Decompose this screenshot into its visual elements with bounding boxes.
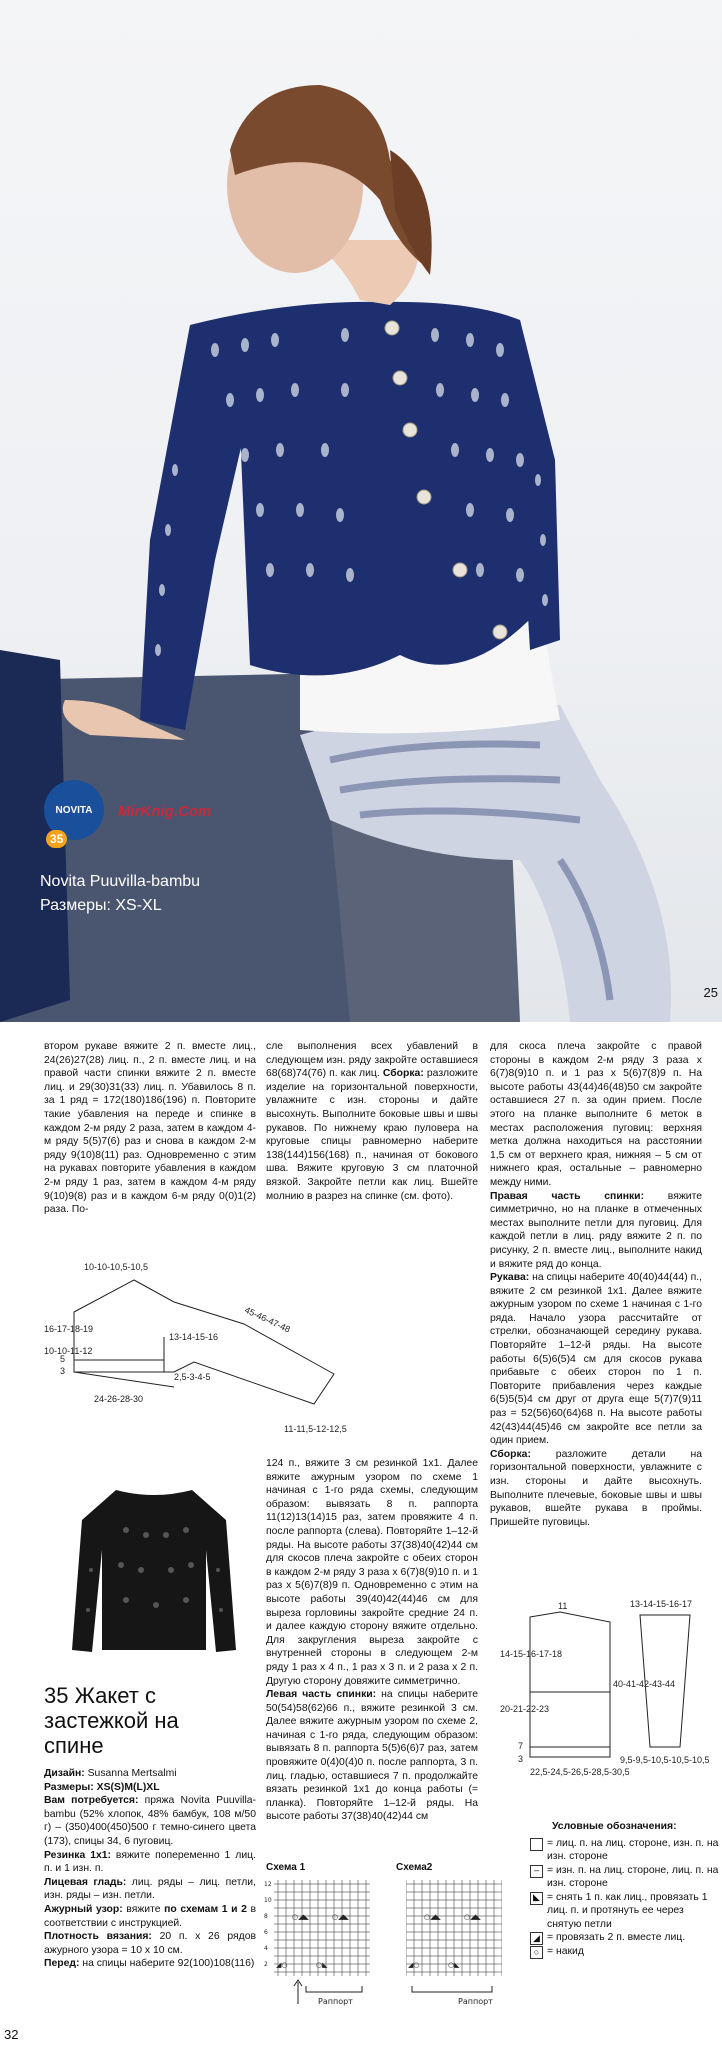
brand-badge: NOVITA [44, 780, 104, 840]
spec-sizes [44, 1781, 256, 1795]
spec-need-value: пряжа Novita Puuvilla-bambu (52% хлопок, 48% бамбук, 108 м/50 г) – (350)400(450)500 г темно-синего цвета (173), спицы 34, 6 пуговиц. [44, 1795, 256, 1847]
rapport-bracket-1 [306, 1986, 362, 1992]
col3-text-c: на спицы наберите 40(40)44(44) п., вяжите 2 см резинкой 1х1. Далее вяжите ажурным узором по схеме 1 начиная с 1-го ряда. Начало узора рассчитайте от стрелки, обозначающей середину рукава. Повторяйте 1–12-й ряды. На высоте работы 6(5)6(5)4 см для скосов рукава прибавьте с обеих сторон по 1 п. Повторите прибавления через каждые 6(5)5(5)4 см друг от друга еще 5(7)7(9)11 раз = 52(56)60(64)68 п. На высоте работы 42(43)44(45)46 см закройте все петли за один прием. [490, 1272, 702, 1447]
dim-top: 10-10-10,5-10,5 [84, 1262, 149, 1272]
spec-front-label: Перед: [44, 1958, 80, 1970]
spec-rib-value: вяжите попеременно 1 лиц. п. и 1 изн. п. [44, 1849, 256, 1875]
dim-eleven: 11 [558, 1601, 568, 1611]
spec-design [44, 1767, 256, 1781]
garment-thumbnail [66, 1480, 242, 1660]
back-schematic [500, 1597, 710, 1807]
rapport-bracket-2 [412, 1986, 492, 1992]
col3-text-d: разложите детали на горизонтальной поверхности, увлажните с изн. стороны и дайте высохнуть. Выполните плечевые, боковые швы и швы рукавов, вшейте рукава в проймы. Пришейте пуговицы. [490, 1448, 702, 1528]
col2-bottom-paragraph-a: 124 п., вяжите 3 см резинкой 1х1. Далее вяжите ажурным узором по схеме 1 начиная с 1-го ряда схемы, следующим образом: вывязать 8 п. раппорта 11(12)13(14)15 раз, затем провяжите 4 п. после раппорта (слева). Повторяйте 1–12-й ряды. На высоте работы 37(38)40(42)44 см для скосов плеча закройте с обеих сторон в каждом 2-м ряду 3 раза х 6(7)8(9)10 п. и 1 раз х 5(6)7(8)9 п. Одновременно с этим на высоте работы 39(40)42(44)46 см для выреза горловины закройте средние 24 п. и далее каждую сторону вяжите отдельно. Для закругления выреза закройте с внутренней стороны в следующем 2-м ряду 1 раз х 4 п., 1 раз х 3 п. и 2 раза х 2 п. Другую сторону довяжите симметрично. [266, 1458, 478, 1687]
col1-paragraph: втором рукаве вяжите 2 п. вместе лиц., 24(26)27(28) лиц. п., 2 п. вместе лиц. и на правой части спинки вяжите 2 п. вместе лиц. и 29(30)31(33) лиц. п. Убавилось 8 п. за 1 ряд = 172(180)186(196) п. Повторите такие убавления на переде и спинке в каждом 2-м ряду 2 раза, затем в каждом 4-м ряду 5(5)7(6) раз и снова в каждом 2-м ряду 9(10)8(11) раз. Одновременно с этим на рукавах повторите убавления в каждом 2-м ряду 1 раз, затем в каждом 4-м ряду 9(10)9(8) раз и в каждом 6-м ряду 0(0)1(2) раза. По- [44, 1041, 256, 1216]
spec-stock-label: Лицевая гладь: [44, 1876, 127, 1888]
legend-item [530, 1945, 720, 1959]
spec-lace-a: вяжите [122, 1903, 165, 1915]
dim-three: 3 [60, 1366, 66, 1376]
dim-bottom-2: 22,5-24,5-26,5-28,5-30,5 [530, 1767, 630, 1777]
column-3-text [490, 1040, 702, 1529]
yarn-over-mark: ○◢◣ [464, 1913, 481, 1921]
dim-sleeve: 45-46-47-48 [243, 1304, 292, 1335]
page-number-bottom: 32 [4, 2027, 19, 2042]
schema-2-title: Схема2 [396, 1862, 433, 1873]
spec-front-value: на спицы наберите 92(100)108(116) [79, 1958, 255, 1970]
purl-stitch-icon: – [530, 1865, 543, 1878]
yarn-over-mark: ○◢◣ [332, 1913, 349, 1921]
legend-text: = провязать 2 п. вместе лиц. [547, 1932, 686, 1943]
spec-lace-b: по схемам 1 и 2 [164, 1903, 247, 1915]
skp-decrease-icon: ◣ [530, 1892, 543, 1905]
row-label-6: 6 [264, 1929, 268, 1936]
yarn-over-mark: ○◣ [316, 1961, 328, 1969]
dim-sleeve-bottom: 9,5-9,5-10,5-10,5-10,5 [620, 1755, 710, 1765]
column-2-bottom-text [266, 1457, 478, 1824]
brand-number: 35 [46, 830, 67, 848]
dim-left: 16-17-18-19 [44, 1324, 94, 1334]
legend-text: = изн. п. на лиц. стороне, лиц. п. на изн. стороне [547, 1864, 719, 1889]
spec-gauge-label: Плотность вязания: [44, 1931, 152, 1943]
col3-paragraph-c [490, 1271, 702, 1448]
sizes-caption: Размеры: XS-XL [40, 897, 162, 914]
dim-side-1: 14-15-16-17-18 [500, 1649, 563, 1659]
yarn-over-mark: ◢○ [408, 1961, 420, 1969]
dim-bottom: 24-26-28-30 [94, 1394, 144, 1404]
yarn-over-mark: ○◣ [448, 1961, 460, 1969]
spec-need [44, 1794, 256, 1848]
sleeves-label: Рукава: [490, 1272, 530, 1284]
legend-text: = накид [547, 1946, 584, 1957]
column-1-text [44, 1040, 256, 1217]
garment-photo [0, 0, 722, 1022]
dim-armhole: 13-14-15-16 [169, 1332, 219, 1342]
col2-top-paragraph [266, 1040, 478, 1203]
col2-top-text-b: разложите изделие на горизонтальной поверхности, увлажните с изн. стороны и дайте высохнуть. Выполните боковые швы и швы рукавов. По нижнему краю пуловера на круговые спицы равномерно наберите 138(144)156(168) п., начиная от бокового шва. Вяжите круговую 3 см платочной вязкой. Закройте петли как лиц. Вшейте молнию в разрез на спинке (см. фото). [266, 1068, 478, 1202]
yarn-over-mark: ○◢◣ [424, 1913, 441, 1921]
legend-item [530, 1891, 720, 1932]
row-label-10: 10 [264, 1897, 272, 1904]
yarn-over-mark: ◢○ [276, 1961, 288, 1969]
legend-item [530, 1837, 720, 1864]
legend-text: = снять 1 п. как лиц., провязать 1 лиц. п. и протянуть ее через снятую петли [547, 1891, 708, 1930]
brand-logo [44, 780, 104, 846]
spec-gauge-value: 20 п. х 26 рядов ажурного узора = 10 х 10 см. [44, 1931, 256, 1956]
yarn-over-mark: ○◢◣ [292, 1913, 309, 1921]
row-label-8: 8 [264, 1913, 268, 1920]
row-label-4: 4 [264, 1945, 268, 1952]
yarn-caption: Novita Puuvilla-bambu [40, 873, 201, 890]
col3-text-b: вяжите симметрично, но на планке в отмеченных местах выполните петли для пуговиц. Для каждой петли в лиц. ряду вяжите 2 п. по рисунку, 2 п. вместе лиц., выполните накид и вяжите ряд до конца. [490, 1190, 703, 1270]
watermark: MirKnig.Com [118, 803, 212, 820]
page-number-top: 25 [703, 985, 718, 1000]
spec-sizes-label: Размеры: [44, 1781, 94, 1793]
legend-text: = лиц. п. на лиц. стороне, изн. п. на изн. стороне [547, 1837, 719, 1862]
dim-cuff: 11-11,5-12-12,5 [284, 1424, 347, 1434]
pattern-title: 35 Жакет с застежкой на спине [44, 1683, 179, 1758]
stitch-charts [262, 1876, 522, 2026]
dim-seven: 7 [518, 1741, 524, 1751]
spec-lace-c: в соответствии с инструкцией. [44, 1903, 256, 1929]
schema-1-title: Схема 1 [266, 1862, 306, 1873]
row-label-12: 12 [264, 1881, 272, 1888]
dim-top-sleeve: 13-14-15-16-17 [630, 1599, 693, 1609]
photo-illustration [0, 0, 722, 1022]
spec-sizes-value: XS(S)M(L)XL [93, 1781, 160, 1793]
col2-bottom-text-b: на спицы наберите 50(54)58(62)66 п., вяжите резинкой 3 см. Далее вяжите ажурным узором по схеме 2, начиная с 1-го ряда, следующим образом: вывязать 8 п. раппорта 5(5)6(6)7 раз, затем провяжите 0(4)0(4)0 п. после раппорта, 3 п. лиц. гладью, оставшиеся 7 п. продолжайте вязать резинкой 1х1 до конца работы (= планка). Повторяйте 1–12-й ряды. На высоте работы 37(38)40(42)44 см [266, 1689, 478, 1823]
dim-left-2: 10-10-11-12 [44, 1346, 93, 1356]
left-back-label: Левая часть спинки: [266, 1689, 377, 1701]
dim-small: 2,5-3-4-5 [174, 1372, 211, 1382]
col3-paragraph-a: для скоса плеча закройте с правой стороны в каждом 2-м ряду 3 раза х 6(7)8(9)10 п. и 1 раз х 5(6)7(8)9 п. На высоте работы 43(44)46(48)50 см закройте оставшиеся 27 п. за один прием. После этого на планке выполните 6 меток в местах расположения пуговиц: верхняя метка должна находиться на расстоянии 1,5 см от верхнего края, нижняя – 5 см от нижнего края, остальные – равномерно между ними. [490, 1041, 702, 1188]
legend-item [530, 1864, 720, 1891]
col3-paragraph-b [490, 1190, 702, 1272]
spec-front [44, 1957, 256, 1971]
col3-paragraph-d [490, 1448, 702, 1530]
k2tog-icon: ◢ [530, 1932, 543, 1945]
spec-rib [44, 1849, 256, 1876]
row-label-2: 2 [264, 1961, 268, 1968]
right-back-label: Правая часть спинки: [490, 1190, 645, 1202]
dim-five: 5 [60, 1354, 66, 1364]
rapport-label-2: Раппорт [458, 1997, 493, 2006]
spec-need-label: Вам потребуется: [44, 1795, 139, 1807]
spec-stockinette [44, 1876, 256, 1903]
column-2-top-text [266, 1040, 478, 1203]
spec-design-value: Susanna Mertsalmi [84, 1768, 177, 1779]
dim-side-2: 20-21-22-23 [500, 1704, 550, 1714]
col2-top-text-a: сле выполнения всех убавлений в следующем изн. ряду закройте оставшиеся 68(68)74(76) п. как лиц. [266, 1041, 478, 1080]
dim-three-2: 3 [518, 1754, 524, 1764]
col2-bottom-paragraph-b [266, 1688, 478, 1824]
spec-rib-label: Резинка 1х1: [44, 1849, 111, 1861]
legend-title: Условные обозначения: [552, 1821, 677, 1832]
knit-stitch-icon [530, 1838, 543, 1851]
dim-right: 40-41-42-43-44 [613, 1679, 676, 1689]
assembly-label-2: Сборка: [490, 1448, 531, 1460]
yarn-over-icon: ○ [530, 1946, 543, 1959]
spec-stock-value: лиц. ряды – лиц. петли, изн. ряды – изн. петли. [44, 1876, 256, 1902]
spec-gauge [44, 1930, 256, 1957]
pattern-spec [44, 1767, 256, 1971]
symbol-legend [530, 1820, 720, 1959]
spec-lace [44, 1903, 256, 1930]
spec-lace-label: Ажурный узор: [44, 1903, 123, 1915]
sweater-schematic [44, 1262, 364, 1452]
legend-item [530, 1931, 720, 1945]
spec-design-label: Дизайн: [44, 1768, 85, 1779]
rapport-label-1: Раппорт [318, 1997, 353, 2006]
assembly-label: Сборка: [382, 1068, 424, 1080]
